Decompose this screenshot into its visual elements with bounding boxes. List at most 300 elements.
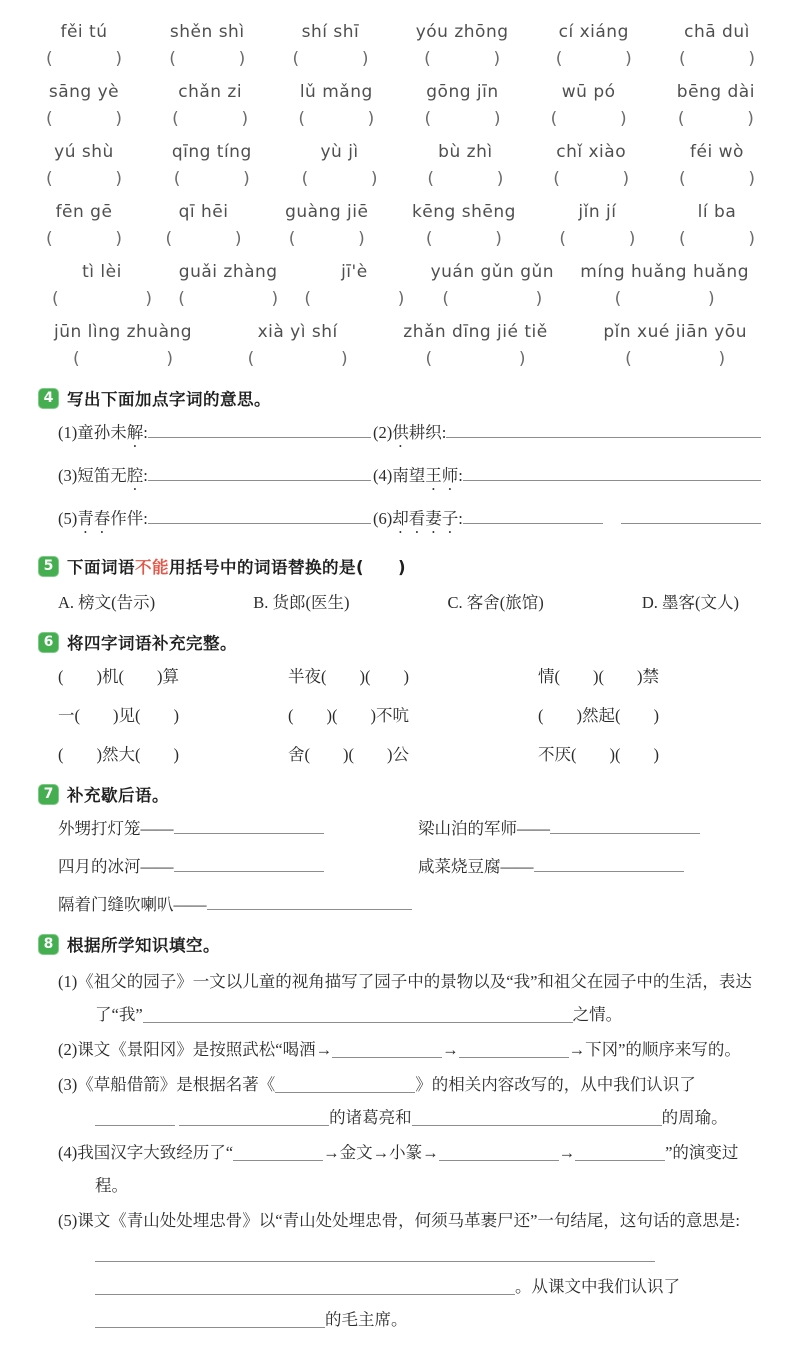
answer-parens[interactable] xyxy=(46,169,122,189)
paren-open: ( xyxy=(173,169,181,189)
pinyin-item xyxy=(424,82,500,129)
choice-option[interactable]: D. 墨客(文人) xyxy=(641,593,739,612)
pinyin-word: míng huǎng huǎng xyxy=(580,262,749,282)
answer-parens[interactable] xyxy=(424,109,500,129)
emphasized-word: 解 xyxy=(126,423,144,442)
item-text: 》的相关内容改写的，从中我们认识了 xyxy=(415,1075,696,1094)
paren-close: ) xyxy=(518,349,526,369)
pinyin-item xyxy=(427,142,503,189)
pinyin-word: lí ba xyxy=(697,202,737,222)
paren-open: ( xyxy=(614,289,622,309)
item-number: (2) xyxy=(58,1040,78,1059)
answer-parens[interactable] xyxy=(551,109,627,129)
choice-options xyxy=(38,587,763,613)
answer-parens[interactable] xyxy=(304,289,404,309)
pinyin-section xyxy=(38,22,763,369)
paren-close: ) xyxy=(271,289,279,309)
emphasized-word: 腔 xyxy=(126,466,144,485)
section-number-badge: 7 xyxy=(38,784,59,805)
answer-blank[interactable] xyxy=(95,1311,325,1328)
paren-open: ( xyxy=(424,49,431,69)
section-title: 写出下面加点字词的意思。 xyxy=(67,390,271,409)
pinyin-item xyxy=(580,262,749,309)
answer-parens[interactable] xyxy=(679,169,755,189)
idiom-cell[interactable]: 情( )( )禁 xyxy=(538,667,659,686)
paren-open: ( xyxy=(553,169,560,189)
word-meaning-list xyxy=(38,419,763,537)
pinyin-word: wū pó xyxy=(561,82,616,102)
pinyin-item xyxy=(46,142,122,189)
xiehouyu-text: 外甥打灯笼—— xyxy=(58,819,174,838)
xiehouyu-item xyxy=(418,815,763,839)
xiehouyu-text: 四月的冰河—— xyxy=(58,857,174,876)
pinyin-item xyxy=(178,262,278,309)
pinyin-word: shí shī xyxy=(301,22,360,42)
answer-blank[interactable] xyxy=(143,1006,573,1023)
item-text: 童孙未 xyxy=(77,423,127,442)
paren-open: ( xyxy=(172,109,179,129)
pinyin-word: jǐn jí xyxy=(578,202,617,222)
answer-parens[interactable] xyxy=(678,109,754,129)
pinyin-word: qī hēi xyxy=(178,202,229,222)
paren-open: ( xyxy=(52,289,59,309)
answer-parens[interactable] xyxy=(302,169,378,189)
colon: : xyxy=(143,423,148,442)
paren-open: ( xyxy=(247,349,255,369)
paren-close: ) xyxy=(397,289,405,309)
section-number-badge: 8 xyxy=(38,934,59,955)
answer-blank[interactable] xyxy=(459,1041,569,1058)
idiom-cell[interactable]: ( )然大( ) xyxy=(58,745,179,764)
answer-parens[interactable] xyxy=(292,49,368,69)
colon: : xyxy=(441,423,447,442)
paren-open: ( xyxy=(165,229,173,249)
pinyin-word: yuán gǔn gǔn xyxy=(430,262,555,282)
paren-close: ) xyxy=(241,109,249,129)
paren-open: ( xyxy=(46,229,53,249)
item-number: (3) xyxy=(58,466,78,485)
xiehouyu-item xyxy=(58,891,418,915)
item-number: (3) xyxy=(58,1075,78,1094)
pinyin-word: sāng yè xyxy=(48,82,120,102)
paren-open: ( xyxy=(679,169,686,189)
xiehouyu-item xyxy=(58,853,418,877)
choice-option[interactable]: A. 榜文(告示) xyxy=(58,593,156,612)
pinyin-word: guǎi zhàng xyxy=(178,262,278,282)
pinyin-word: jī'è xyxy=(341,262,368,282)
paren-close: ) xyxy=(115,229,122,249)
section-number-badge: 5 xyxy=(38,556,59,577)
word-meaning-item xyxy=(373,419,763,451)
paren-open: ( xyxy=(46,109,53,129)
emphasized-word: 供 xyxy=(392,423,409,442)
item-text: 。从课文中我们认识了 xyxy=(515,1277,680,1296)
pinyin-item xyxy=(679,22,755,69)
idiom-cell[interactable]: 半夜( )( ) xyxy=(288,667,409,686)
pinyin-word: fěi tú xyxy=(60,22,108,42)
paren-open: ( xyxy=(288,229,296,249)
item-text: 短笛无 xyxy=(77,466,127,485)
item-text: 耕织 xyxy=(408,423,442,442)
pinyin-word: yú shù xyxy=(54,142,114,162)
answer-parens[interactable] xyxy=(73,349,173,369)
answer-parens[interactable] xyxy=(679,229,755,249)
pinyin-word: qīng tíng xyxy=(171,142,252,162)
paren-open: ( xyxy=(550,109,558,129)
paren-open: ( xyxy=(298,109,305,129)
paren-close: ) xyxy=(358,229,365,249)
answer-blank[interactable] xyxy=(463,507,603,524)
section-header xyxy=(38,554,763,578)
title-highlight: 不能 xyxy=(135,558,169,577)
paren-open: ( xyxy=(46,49,53,69)
item-number: (5) xyxy=(58,509,78,528)
fill-in-list xyxy=(38,965,763,1336)
item-text: 《祖父的园子》一文以儿童的视角描写了园子中的景物以及“我”和祖父在园子中的生活，表达了“我” xyxy=(77,972,752,1024)
pinyin-row xyxy=(38,322,763,369)
pinyin-item xyxy=(302,142,378,189)
idiom-cell[interactable]: ( )机( )算 xyxy=(58,667,179,686)
paren-open: ( xyxy=(46,169,53,189)
pinyin-word: jūn lìng zhuàng xyxy=(54,322,193,342)
pinyin-item xyxy=(172,82,248,129)
answer-blank[interactable] xyxy=(446,421,761,438)
fill-in-item xyxy=(58,965,763,1031)
pinyin-item xyxy=(416,22,509,69)
xiehouyu-list xyxy=(38,815,763,915)
fill-in-item xyxy=(58,1068,763,1134)
pinyin-item xyxy=(52,262,152,309)
pinyin-item xyxy=(551,82,627,129)
pinyin-item xyxy=(46,22,122,69)
section-title xyxy=(67,554,406,578)
answer-blank[interactable] xyxy=(148,507,371,524)
answer-blank[interactable] xyxy=(534,855,684,872)
pinyin-item xyxy=(679,202,755,249)
pinyin-item xyxy=(412,202,516,249)
answer-parens[interactable] xyxy=(442,289,542,309)
pinyin-word: chā duì xyxy=(684,22,750,42)
pinyin-item xyxy=(298,82,374,129)
pinyin-word: chǐ xiào xyxy=(556,142,627,162)
paren-open: ( xyxy=(73,349,80,369)
section-header xyxy=(38,932,763,956)
answer-parens[interactable] xyxy=(172,109,248,129)
pinyin-item xyxy=(553,142,629,189)
pinyin-item xyxy=(172,142,252,189)
pinyin-word: lǔ mǎng xyxy=(299,82,373,102)
answer-parens[interactable] xyxy=(46,49,122,69)
title-text: 下面词语 xyxy=(67,558,135,577)
pinyin-item xyxy=(304,262,404,309)
xiehouyu-text: 咸菜烧豆腐—— xyxy=(418,857,534,876)
pinyin-item xyxy=(46,202,122,249)
answer-parens[interactable] xyxy=(169,49,245,69)
answer-blank[interactable] xyxy=(412,1109,662,1126)
section-header xyxy=(38,386,763,410)
answer-parens[interactable] xyxy=(425,349,525,369)
answer-blank[interactable] xyxy=(550,817,700,834)
pinyin-word: cí xiáng xyxy=(558,22,629,42)
item-text: 《草船借箭》是根据名著《 xyxy=(77,1075,276,1094)
title-text: 用括号中的词语替换的是( ) xyxy=(169,558,407,577)
section-header xyxy=(38,782,763,806)
paren-open: ( xyxy=(555,49,563,69)
choice-option[interactable]: B. 货郎(医生) xyxy=(253,593,350,612)
item-number: (1) xyxy=(58,423,78,442)
idiom-cell[interactable]: ( )( )不吭 xyxy=(288,706,409,725)
paren-open: ( xyxy=(178,289,185,309)
answer-parens[interactable] xyxy=(174,169,250,189)
answer-parens[interactable] xyxy=(615,289,715,309)
colon: : xyxy=(458,466,463,485)
colon: : xyxy=(143,466,148,485)
item-text: 的周瑜。 xyxy=(661,1108,728,1127)
idiom-cell[interactable]: 一( )见( ) xyxy=(58,706,179,725)
paren-close: ) xyxy=(622,169,630,189)
item-text: 的毛主席。 xyxy=(325,1310,408,1329)
item-number: (1) xyxy=(58,972,78,991)
xiehouyu-text: 梁山泊的军师—— xyxy=(418,819,550,838)
paren-open: ( xyxy=(424,109,432,129)
word-meaning-item xyxy=(58,505,373,537)
answer-blank[interactable] xyxy=(207,893,412,910)
answer-blank[interactable] xyxy=(179,1109,329,1126)
answer-blank[interactable] xyxy=(95,1109,175,1126)
item-text: → xyxy=(442,1040,459,1059)
item-number: (4) xyxy=(373,466,393,485)
paren-close: ) xyxy=(748,49,755,69)
paren-close: ) xyxy=(628,229,636,249)
word-meaning-item xyxy=(373,505,763,537)
paren-open: ( xyxy=(442,289,449,309)
pinyin-word: yóu zhōng xyxy=(415,22,509,42)
item-number: (2) xyxy=(373,423,393,442)
paren-close: ) xyxy=(707,289,715,309)
pinyin-word: féi wò xyxy=(690,142,744,162)
paren-close: ) xyxy=(493,109,501,129)
paren-open: ( xyxy=(292,49,300,69)
answer-parens[interactable] xyxy=(298,109,374,129)
paren-open: ( xyxy=(677,109,685,129)
answer-parens[interactable] xyxy=(427,169,503,189)
pinyin-row xyxy=(38,22,763,69)
section-number-badge: 4 xyxy=(38,388,59,409)
pinyin-word: zhǎn dīng jié tiě xyxy=(403,322,548,342)
paren-close: ) xyxy=(166,349,174,369)
fill-in-item xyxy=(58,1204,763,1336)
answer-blank[interactable] xyxy=(463,464,761,481)
idiom-grid xyxy=(38,663,763,765)
answer-parens[interactable] xyxy=(559,229,635,249)
answer-parens[interactable] xyxy=(289,229,365,249)
answer-parens[interactable] xyxy=(248,349,348,369)
pinyin-item xyxy=(403,322,547,369)
item-text: 之情。 xyxy=(572,1005,623,1024)
item-text: → xyxy=(558,1143,576,1162)
pinyin-word: pǐn xué jiān yōu xyxy=(603,322,747,342)
pinyin-row xyxy=(38,202,763,249)
paren-close: ) xyxy=(238,49,246,69)
pinyin-word: bù zhì xyxy=(438,142,493,162)
emphasized-word: 青春 xyxy=(77,509,111,528)
paren-close: ) xyxy=(493,49,501,69)
pinyin-word: tì lèi xyxy=(82,262,122,282)
answer-parens[interactable] xyxy=(679,49,755,69)
pinyin-word: shěn shì xyxy=(169,22,245,42)
answer-parens[interactable] xyxy=(52,289,152,309)
pinyin-item xyxy=(285,202,368,249)
paren-close: ) xyxy=(234,229,242,249)
section-xiehouyu xyxy=(38,782,763,915)
section-title: 将四字词语补充完整。 xyxy=(67,634,237,653)
pinyin-item xyxy=(292,22,368,69)
paren-close: ) xyxy=(115,109,122,129)
item-text: 我国汉字大致经历了“ xyxy=(77,1143,234,1162)
paren-close: ) xyxy=(747,109,754,129)
answer-parens[interactable] xyxy=(46,229,122,249)
pinyin-item xyxy=(431,262,555,309)
item-number: (5) xyxy=(58,1211,78,1230)
idiom-cell[interactable]: 不厌( )( ) xyxy=(538,745,659,764)
xiehouyu-item xyxy=(418,853,763,877)
item-number: (4) xyxy=(58,1143,78,1162)
item-text: 课文《青山处处埋忠骨》以“青山处处埋忠骨，何须马革裹尸还”一句结尾，这句话的意思是: xyxy=(77,1211,740,1230)
answer-blank[interactable] xyxy=(275,1076,415,1093)
emphasized-word: 却看妻子 xyxy=(392,509,459,528)
fill-in-item xyxy=(58,1033,763,1066)
answer-blank[interactable] xyxy=(174,817,324,834)
paren-open: ( xyxy=(625,349,632,369)
item-text: 南望 xyxy=(392,466,426,485)
section-title: 补充歇后语。 xyxy=(67,786,169,805)
pinyin-word: bēng dài xyxy=(676,82,755,102)
section-header xyxy=(38,630,763,654)
colon: : xyxy=(143,509,148,528)
item-text: →下冈”的顺序来写的。 xyxy=(568,1040,741,1059)
paren-close: ) xyxy=(145,289,152,309)
xiehouyu-text: 隔着门缝吹喇叭—— xyxy=(58,895,207,914)
answer-blank[interactable] xyxy=(439,1144,559,1161)
pinyin-item xyxy=(603,322,747,369)
section-number-badge: 6 xyxy=(38,632,59,653)
answer-parens[interactable] xyxy=(178,289,278,309)
paren-close: ) xyxy=(748,169,755,189)
idiom-cell[interactable]: 舍( )( )公 xyxy=(288,745,409,764)
answer-blank[interactable] xyxy=(332,1041,442,1058)
answer-blank[interactable] xyxy=(95,1245,655,1262)
pinyin-row xyxy=(38,82,763,129)
paren-open: ( xyxy=(678,49,686,69)
answer-blank[interactable] xyxy=(95,1278,515,1295)
colon: : xyxy=(458,509,463,528)
answer-blank[interactable] xyxy=(174,855,324,872)
paren-close: ) xyxy=(495,229,502,249)
word-meaning-item xyxy=(58,462,373,494)
pinyin-item xyxy=(46,82,122,129)
paren-close: ) xyxy=(625,49,632,69)
answer-parens[interactable] xyxy=(426,229,502,249)
pinyin-word: gōng jīn xyxy=(426,82,499,102)
pinyin-word: fēn gē xyxy=(55,202,113,222)
emphasized-word: 王师 xyxy=(425,466,459,485)
section-title: 根据所学知识填空。 xyxy=(67,936,220,955)
answer-parens[interactable] xyxy=(556,49,632,69)
choice-option[interactable]: C. 客舍(旅馆) xyxy=(447,593,544,612)
paren-open: ( xyxy=(427,169,435,189)
pinyin-item xyxy=(677,82,755,129)
pinyin-row xyxy=(38,262,763,309)
answer-parens[interactable] xyxy=(424,49,500,69)
paren-open: ( xyxy=(425,349,433,369)
paren-close: ) xyxy=(370,169,378,189)
paren-open: ( xyxy=(301,169,309,189)
answer-parens[interactable] xyxy=(625,349,725,369)
paren-close: ) xyxy=(115,49,122,69)
paren-open: ( xyxy=(304,289,312,309)
item-text: 课文《景阳冈》是按照武松“喝酒→ xyxy=(77,1040,333,1059)
paren-open: ( xyxy=(559,229,567,249)
pinyin-word: xià yì shí xyxy=(257,322,338,342)
section-word-meanings xyxy=(38,386,763,537)
answer-blank[interactable] xyxy=(233,1144,323,1161)
answer-blank[interactable] xyxy=(575,1144,665,1161)
item-text: ”的演变过程。 xyxy=(95,1143,739,1195)
answer-blank[interactable] xyxy=(621,507,761,524)
word-meaning-item xyxy=(58,419,373,451)
xiehouyu-item xyxy=(58,815,418,839)
section-fill-in-knowledge xyxy=(38,932,763,1336)
pinyin-row xyxy=(38,142,763,189)
fill-in-item xyxy=(58,1136,763,1202)
pinyin-item xyxy=(559,202,635,249)
pinyin-item xyxy=(54,322,192,369)
item-text: →金文→小篆→ xyxy=(323,1143,439,1162)
pinyin-word: kēng shēng xyxy=(411,202,516,222)
paren-close: ) xyxy=(115,169,122,189)
answer-parens[interactable] xyxy=(553,169,629,189)
paren-close: ) xyxy=(243,169,250,189)
answer-blank[interactable] xyxy=(148,421,371,438)
paren-close: ) xyxy=(361,49,369,69)
answer-parens[interactable] xyxy=(46,109,122,129)
paren-open: ( xyxy=(169,49,176,69)
pinyin-word: yù jì xyxy=(320,142,359,162)
pinyin-item xyxy=(166,202,242,249)
paren-close: ) xyxy=(718,349,726,369)
section-word-substitution xyxy=(38,554,763,613)
pinyin-item xyxy=(679,142,755,189)
paren-close: ) xyxy=(748,229,755,249)
paren-open: ( xyxy=(425,229,433,249)
pinyin-item xyxy=(169,22,245,69)
paren-close: ) xyxy=(367,109,375,129)
item-text: 的诸葛亮和 xyxy=(329,1108,412,1127)
item-text: 作伴 xyxy=(110,509,144,528)
word-meaning-item xyxy=(373,462,763,494)
section-idiom-completion xyxy=(38,630,763,765)
paren-close: ) xyxy=(496,169,504,189)
idiom-cell[interactable]: ( )然起( ) xyxy=(538,706,659,725)
answer-parens[interactable] xyxy=(166,229,242,249)
paren-close: ) xyxy=(341,349,348,369)
pinyin-word: chǎn zi xyxy=(178,82,243,102)
item-number: (6) xyxy=(373,509,393,528)
pinyin-item xyxy=(556,22,632,69)
pinyin-word: guàng jiē xyxy=(285,202,369,222)
pinyin-item xyxy=(248,322,348,369)
answer-blank[interactable] xyxy=(148,464,371,481)
